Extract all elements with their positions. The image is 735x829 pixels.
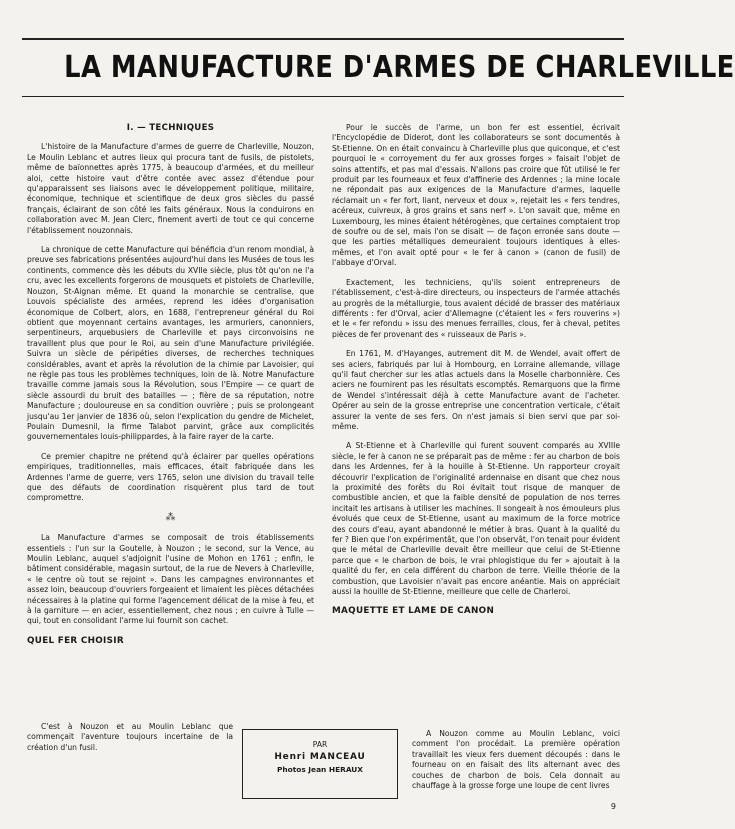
byline-par: PAR: [312, 740, 328, 749]
left-bottom-text: [27, 722, 233, 753]
paragraph: La chronique de cette Manufacture qui bénéficia d'un renom mondial, à preuve ses fabrications présentées aujourd'hui dans les Musées de tous les continents, commence dès les débuts du XVIIe siècle, plus tôt qu'on ne l'a cru, avec les excellents forgerons de mousquets et pistolets de Charleville, Nouzon, St-Aignan même. Et quand la monarchie se centralise, que Louvois spécialiste des armées, reprend les idées d'organisation économique de Colbert, alors, en 1688, l'entrepreneur général du Roi obtient que moyennant certains avantages, les armuriers, canonniers, serpentineurs, arquebusiers de Charleville et pays circonvoisins ne travaillent plus que pour le Roi, au sein d'une Manufacture privilégiée. Suivra un siècle de péripéties diverses, de recherches techniques considérables, avant et après la révolution de la chimie par Lavoisier, qui ne règle pas tous les problèmes techniques, loin de là. Notre Manufacture travaille comme jamais sous la Révolution, sous l'Empire — ce quart de siècle assourdi du bruit des batailles — ; fière de sa réputation, notre Manufacture ; douloureuse en sa condition ouvrière ; puis se prolongeant jusqu'au 1er janvier de 1836 où, selon l'explication du gendre de Michelet, Poulain Dumesnil, la firme Talabot parvint, grâce aux complicités gouvernementales louis-philippardes, à la faire rayer de la carte.: [27, 245, 314, 442]
paragraph: L'histoire de la Manufacture d'armes de guerre de Charleville, Nouzon, Le Moulin Leblanc et autres lieux qui procura tant de fusils, de pistolets, même de baïonnettes après 1775, à beaucoup d'armées, et du meilleur aloi, cette histoire vaut d'être contée avec assez d'étendue pour qu'apparaissent ses liaisons avec le développement politique, militaire, économique, technique et scientifique de deux gros siècles du passé français, éclairant de son côté les faits généraux. Nous la conduirons en collaboration avec M. Jean Clerc, finement averti de tout ce qui concerne l'établissement nouzonnais.: [27, 142, 314, 235]
subheading-maquette: MAQUETTE ET LAME DE CANON: [332, 606, 495, 617]
right-bottom-text: [412, 729, 620, 791]
page-number: 9: [610, 802, 616, 811]
section-heading: I. — TECHNIQUES: [126, 123, 215, 133]
paragraph: A St-Etienne et à Charleville qui furent souvent comparés au XVIIIe siècle, le fer à canon ne se préparait pas de même : fer au charbon de bois dans les Ardennes, fer à la houille à St-Etienne. Un rapporteur croyait découvrir l'explication de l'originalité ardennaise en disant que chez nous la proximité des forêts du Roi évitait tout risque de manquer de combustible ancien, et que la faible densité de population de nos terres incitait les artisans à utiliser les machines. Il songeait à nos émouleurs plus évolués que ceux de St-Etienne, usant au maximum de la force motrice des cours d'eau, ayant abandonné le métier à bras. Quant à la qualité du fer ? Bien que l'on expérimentât, que l'on observât, l'on tenait pour évident que le métal de Charleville devait être meilleur que celui de St-Etienne parce que « le charbon de bois, le vrai phlogistique du fer » ajoutait à la qualité du fer, en cela différent du charbon de terre. Vieille théorie de la combustion, que Lavoisier n'avait pas encore anéantie. Mais on appréciait aussi la houille de St-Etienne, meilleure que celle de Charleroi.: [332, 441, 620, 597]
byline-box: [242, 729, 398, 799]
paragraph: La Manufacture d'armes se composait de trois établissements essentiels : l'un sur la Goutelle, à Nouzon ; le second, sur la Vence, au Moulin Leblanc, auquel s'adjoignit l'usine de Mohon en 1761 ; enfin, le bâtiment considérable, magasin surtout, de la rue de Nevers à Charleville, « le centre où tout se rejoint ». Dans les campagnes environnantes et assez loin, beaucoup d'ouvriers forgeaient et limaient les pièces détachées nécessaires à la platine qui forme l'agencement délicat de la mise à feu, et à la garniture — en acier, essentiellement, chez nous ; en cuivre à Tulle — qui, tout en consolidant l'arme lui fournit son cachet.: [27, 533, 314, 626]
paragraph: Pour le succès de l'arme, un bon fer est essentiel, écrivait l'Encyclopédie de Diderot, dont les collaborateurs se sont documentés à St-Etienne. On en était convaincu à Charleville plus que quiconque, et c'est pourquoi le « corroyement du fer aux grosses forges » faisait l'objet de soins attentifs, et pas mal d'essais. N'allons pas croire que fût utilisé le fer produit par les fourneaux et feux d'affinerie des Ardennes ; la mine locale ne répondait pas aux exigences de la Manufacture d'armes, laquelle réclamait un « fer fort, liant, nerveux et doux », rejetait les « fers tendres, acéreux, cuivreux, à gros grains et sans nerf ». L'on savait que, même en Luxembourg, les mines étaient hétérogènes, que certaines comptaient trop de soufre ou de sel, mais l'on se disait — de façon erronée sans doute — que les parties métalliques demeuraient toujours identiques à elles-mêmes, et l'on avait opté pour « le fer à canon » (canon de fusil) de l'abbaye d'Orval.: [332, 123, 620, 268]
title-rule: [22, 96, 624, 97]
top-rule: [22, 38, 624, 40]
page-title: LA MANUFACTURE D'ARMES DE CHARLEVILLE: [64, 50, 735, 85]
paragraph: En 1761, M. d'Hayanges, autrement dit M. de Wendel, avait offert de ses aciers, fabriqués par lui à Hombourg, en Lorraine allemande, village qu'il faut chercher sur les atlas actuels dans la Moselle charbonnière. Ces aciers ne fournirent pas les résultats escomptés. Remarquons que la firme de Wendel s'intéressait déjà à cette Manufacture avant de l'acheter. Opérer au sein de la grosse entreprise une concentration verticale, c'était assurer la vente de ses fers. On n'est jamais si bien servi que par soi-même.: [332, 349, 620, 431]
paragraph: Exactement, les techniciens, qu'ils soient entrepreneurs de l'établissement, c'est-à-dire directeurs, ou inspecteurs de l'armée attachés au progrès de la métallurgie, tous avaient décidé de brasser des matériaux différents : fer d'Orval, acier d'Allemagne (c'étaient les « fers rouverins ») et le « fer refondu » issu des menues ferrailles, clous, fer à cheval, petites pièces de fer provenant des « ruisseaux de Paris ».: [332, 277, 620, 339]
subheading-quel-fer: QUEL FER CHOISIR: [27, 635, 124, 646]
paragraph: Ce premier chapitre ne prétend qu'à éclairer par quelles opérations empiriques, traditionnelles, mais efficaces, était fabriquée dans les Ardennes l'arme de guerre, vers 1765, selon une division du travail telle que des défauts de coordination risquèrent plus tard de tout compromettre.: [27, 451, 314, 503]
asterism-ornament: ⁂: [165, 511, 176, 523]
right-column: [332, 123, 620, 625]
left-column: [27, 123, 314, 654]
byline-author: Henri MANCEAU: [274, 752, 366, 762]
paragraph: A Nouzon comme au Moulin Leblanc, voici comment l'on procédait. La première opération travaillait les vieux fers duement découpés : dans le fourneau on en faisait des lits alternant avec des couches de charbon de bois. Cela donnait au chauffage à la grosse forge une loupe de cent livres: [412, 729, 620, 791]
byline-photos: Photos Jean HERAUX: [276, 765, 364, 774]
paragraph: C'est à Nouzon et au Moulin Leblanc que commençait l'aventure toujours incertaine de la création d'un fusil.: [27, 722, 233, 752]
